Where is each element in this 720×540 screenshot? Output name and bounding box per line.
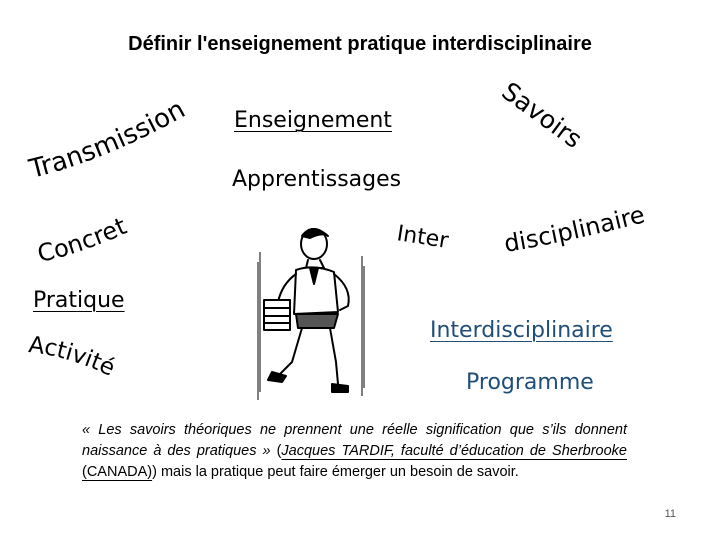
student-with-books-illustration [252,222,372,402]
word-disciplinaire [498,192,678,272]
svg-text:Inter: Inter [395,221,451,254]
word-interdisciplinaire: Interdisciplinaire [430,318,613,343]
word-pratique: Pratique [33,288,125,313]
word-activite [22,330,142,395]
word-transmission [20,70,220,200]
word-enseignement: Enseignement [234,108,392,133]
word-concret [30,190,170,280]
svg-text:Transmission: Transmission [26,94,191,185]
word-inter [392,218,477,268]
word-savoirs [490,75,600,170]
quote-country: (CANADA) [82,464,153,480]
page-number: 11 [664,508,676,520]
svg-text:Activité: Activité [27,332,119,382]
svg-text:Concret: Concret [34,211,131,269]
slide-title: Définir l'enseignement pratique interdisciplinaire [128,33,592,55]
word-apprentissages: Apprentissages [232,167,402,192]
quote-open-paren: ( [270,443,282,459]
svg-text:Savoirs: Savoirs [496,76,588,154]
quote-author: Jacques TARDIF, faculté d’éducation de Sherbrooke [281,443,627,459]
word-programme: Programme [466,370,594,395]
quote-rest: ) mais la pratique peut faire émerger un besoin de savoir. [152,464,519,480]
quote-paragraph [82,420,627,483]
svg-text:disciplinaire: disciplinaire [502,200,648,258]
quote-text: « Les savoirs théoriques ne prennent une réelle signification que s’ils donnent naissance à des pratiques » [82,422,627,459]
